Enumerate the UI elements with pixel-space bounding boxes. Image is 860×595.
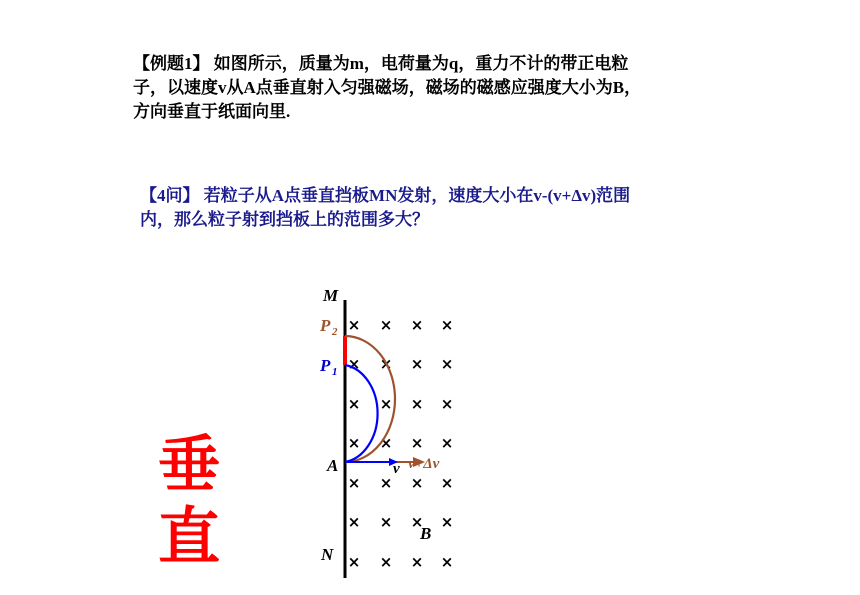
field-cross: ×	[440, 355, 454, 373]
label-A: A	[327, 456, 339, 475]
field-cross: ×	[440, 395, 454, 413]
field-cross: ×	[347, 434, 361, 452]
label-M: M	[323, 286, 339, 305]
field-cross: ×	[379, 434, 393, 452]
field-cross: ×	[440, 553, 454, 571]
label-B: B	[420, 524, 432, 543]
label-N: N	[321, 545, 334, 564]
field-cross: ×	[347, 316, 361, 334]
field-cross: ×	[410, 434, 424, 452]
field-cross: ×	[379, 513, 393, 531]
label-P1-sub: 1	[332, 366, 338, 378]
field-cross: ×	[347, 553, 361, 571]
example-line-3: 方向垂直于纸面向里.	[133, 102, 291, 121]
label-P2: P	[320, 316, 331, 335]
field-cross: ×	[410, 513, 424, 531]
field-cross: ×	[440, 434, 454, 452]
label-P1: P	[320, 356, 331, 375]
field-cross: ×	[379, 355, 393, 373]
field-cross: ×	[410, 553, 424, 571]
field-cross: ×	[347, 355, 361, 373]
field-cross: ×	[347, 395, 361, 413]
field-cross: ×	[379, 553, 393, 571]
field-cross: ×	[440, 474, 454, 492]
field-cross: ×	[379, 474, 393, 492]
question-tag: 【4问】	[140, 186, 200, 205]
field-cross: ×	[410, 395, 424, 413]
field-crosses	[348, 316, 454, 571]
example-line-2: 子，以速度v从A点垂直射入匀强磁场，磁场的磁感应强度大小为B，	[133, 78, 642, 97]
big-char-vertical-2: 直	[158, 500, 221, 573]
field-cross: ×	[410, 355, 424, 373]
field-cross: ×	[410, 474, 424, 492]
field-cross: ×	[379, 395, 393, 413]
field-cross: ×	[347, 474, 361, 492]
big-char-vertical-1: 垂	[158, 428, 221, 501]
question-line-1-text: 若粒子从A点垂直挡板MN发射，速度大小在v-(v+Δv)范围	[199, 186, 631, 205]
question-line-2: 内，那么粒子射到挡板上的范围多大？	[140, 210, 429, 229]
example-tag: 【例题1】	[133, 54, 210, 73]
field-cross: ×	[347, 513, 361, 531]
field-cross: ×	[440, 316, 454, 334]
label-v: v	[393, 461, 400, 477]
label-v-plus-dv: v+Δv	[408, 456, 440, 472]
example-line-1-text: 如图所示，质量为m，电荷量为q，重力不计的带正电粒	[209, 54, 629, 73]
field-cross: ×	[440, 513, 454, 531]
field-cross: ×	[410, 316, 424, 334]
field-cross: ×	[379, 316, 393, 334]
label-P2-sub: 2	[332, 326, 338, 338]
